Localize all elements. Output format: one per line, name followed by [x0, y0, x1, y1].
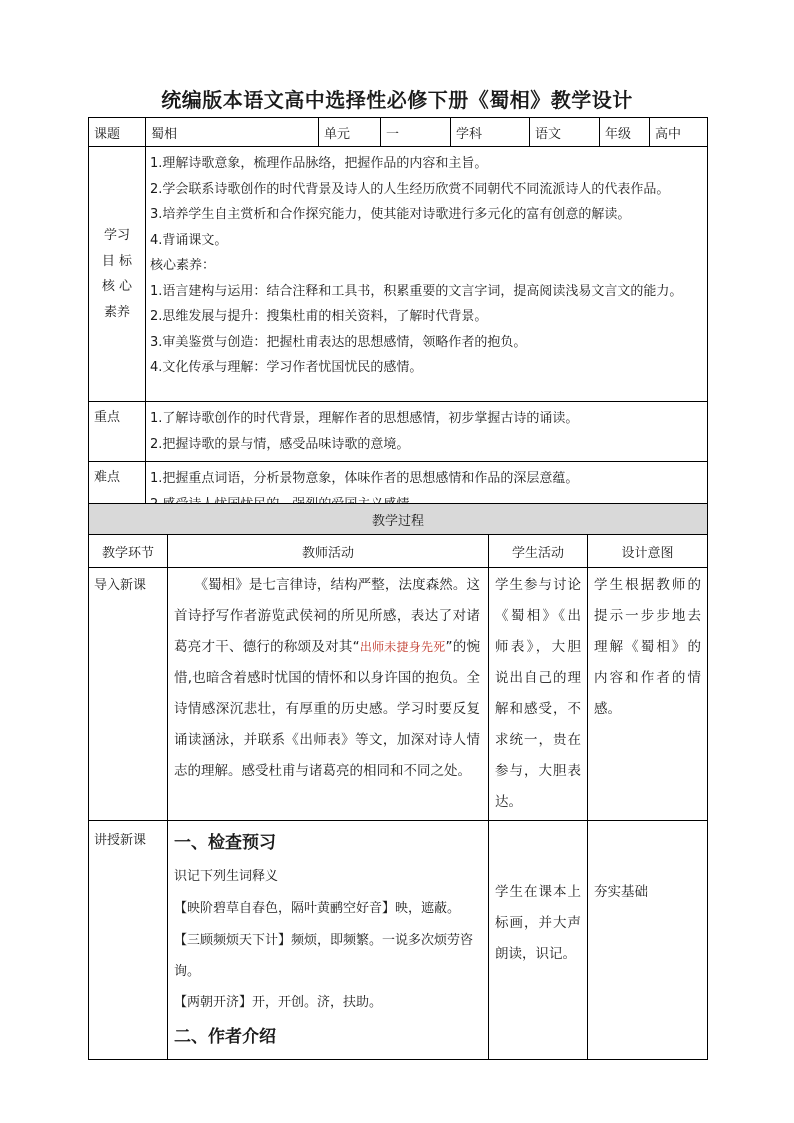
grade-label: 年级 [600, 118, 650, 147]
objectives-label-line: 素养 [103, 304, 130, 320]
section-heading: 二、作者介绍 [174, 1027, 276, 1047]
difficulties-label: 难点 [89, 462, 146, 522]
objective-line: 4.文化传承与理解：学习作者忧国忧民的感情。 [150, 360, 423, 375]
key-points-label: 重点 [89, 402, 146, 462]
vocab-item: 【两朝开济】开，开创。济，扶助。 [174, 995, 383, 1010]
info-row [89, 118, 708, 147]
topic-value: 蜀相 [146, 118, 319, 147]
subject-value: 语文 [530, 118, 600, 147]
process-columns-row [89, 535, 708, 568]
process-header: 教学过程 [89, 504, 708, 535]
objective-line: 核心素养： [150, 258, 216, 273]
lecture-teacher-activity [168, 821, 489, 1060]
key-point-line: 1.了解诗歌创作的时代背景，理解作者的思想感情，初步掌握古诗的诵读。 [150, 411, 579, 426]
objective-line: 2.思维发展与提升：搜集杜甫的相关资料，了解时代背景。 [150, 309, 488, 324]
column-header: 教师活动 [168, 535, 489, 568]
grade-value: 高中 [650, 118, 708, 147]
intro-stage: 导入新课 [89, 568, 168, 821]
objectives-label [89, 147, 146, 402]
key-point-line: 2.把握诗歌的景与情，感受品味诗歌的意境。 [150, 436, 410, 452]
objective-line: 1.语言建构与运用：结合注释和工具书，积累重要的文言字词，提高阅读浅易文言文的能力。 [150, 283, 683, 299]
intro-teacher-quote: 出师未捷身先死 [359, 640, 446, 654]
column-header: 教学环节 [89, 535, 168, 568]
intro-design-intent: 学生根据教师的提示一步步地去理解《蜀相》的内容和作者的情感。 [588, 568, 708, 821]
vocab-item: 【三顾频烦天下计】频烦，即频繁。一说多次烦劳咨询。 [174, 933, 474, 979]
lecture-student-activity: 学生在课本上标画，并大声朗读，识记。 [489, 821, 588, 1060]
lecture-design-intent: 夯实基础 [588, 821, 708, 1060]
objectives-label-line: 目 标 [101, 253, 133, 269]
objectives-content [146, 147, 708, 402]
objectives-row [89, 147, 708, 402]
unit-value: 一 [381, 118, 451, 147]
vocab-item: 【映阶碧草自春色，隔叶黄鹂空好音】映，遮蔽。 [174, 901, 461, 916]
key-points-content [146, 402, 708, 462]
page-title: 统编版本语文高中选择性必修下册《蜀相》教学设计 [161, 88, 633, 112]
column-header: 设计意图 [588, 535, 708, 568]
objective-line: 3.培养学生自主赏析和合作探究能力，使其能对诗歌进行多元化的富有创意的解读。 [150, 207, 631, 222]
difficulty-line: 1.把握重点词语，分析景物意象，体味作者的思想感情和作品的深层意蕴。 [150, 471, 579, 486]
intro-teacher-activity [168, 568, 489, 821]
objective-line: 4.背诵课文。 [150, 232, 228, 248]
intro-teacher-text: 《蜀相》是七言律诗，结构严整，法度森然。这首诗抒写作者游览武侯祠的所见所感，表达了对诸葛亮才干、德行的称颂及对其“ [174, 577, 480, 655]
topic-label: 课题 [89, 118, 146, 147]
intro-student-activity: 学生参与讨论《蜀相》《出师表》，大胆说出自己的理解和感受，不求统一，贵在参与，大胆表达。 [489, 568, 588, 821]
intro-row [89, 568, 708, 821]
section-heading: 一、检查预习 [174, 833, 276, 853]
column-header: 学生活动 [489, 535, 588, 568]
objective-line: 3.审美鉴赏与创造：把握杜甫表达的思想感情，领略作者的抱负。 [150, 334, 527, 350]
process-table [88, 503, 708, 1060]
objective-line: 2.学会联系诗歌创作的时代背景及诗人的人生经历欣赏不同朝代不同流派诗人的代表作品。 [150, 181, 670, 197]
lecture-stage: 讲授新课 [89, 821, 168, 1060]
objectives-label-line: 学习 [103, 228, 130, 243]
lecture-subheading: 识记下列生词释义 [174, 869, 279, 884]
objective-line: 1.理解诗歌意象，梳理作品脉络，把握作品的内容和主旨。 [150, 156, 488, 171]
subject-label: 学科 [451, 118, 530, 147]
key-points-row [89, 402, 708, 462]
objectives-label-line: 核 心 [101, 279, 133, 294]
lecture-row [89, 821, 708, 1060]
info-table [88, 117, 708, 522]
process-header-row [89, 504, 708, 535]
intro-teacher-text: ”的惋惜,也暗含着感时忧国的情怀和以身许国的抱负。全诗情感深沉悲壮，有厚重的历史感。学习时要反复诵读涵泳，并联系《出师表》等文，加深对诗人情志的理解。感受杜甫与诸葛亮的相同和不同之处。 [174, 639, 480, 779]
unit-label: 单元 [319, 118, 381, 147]
